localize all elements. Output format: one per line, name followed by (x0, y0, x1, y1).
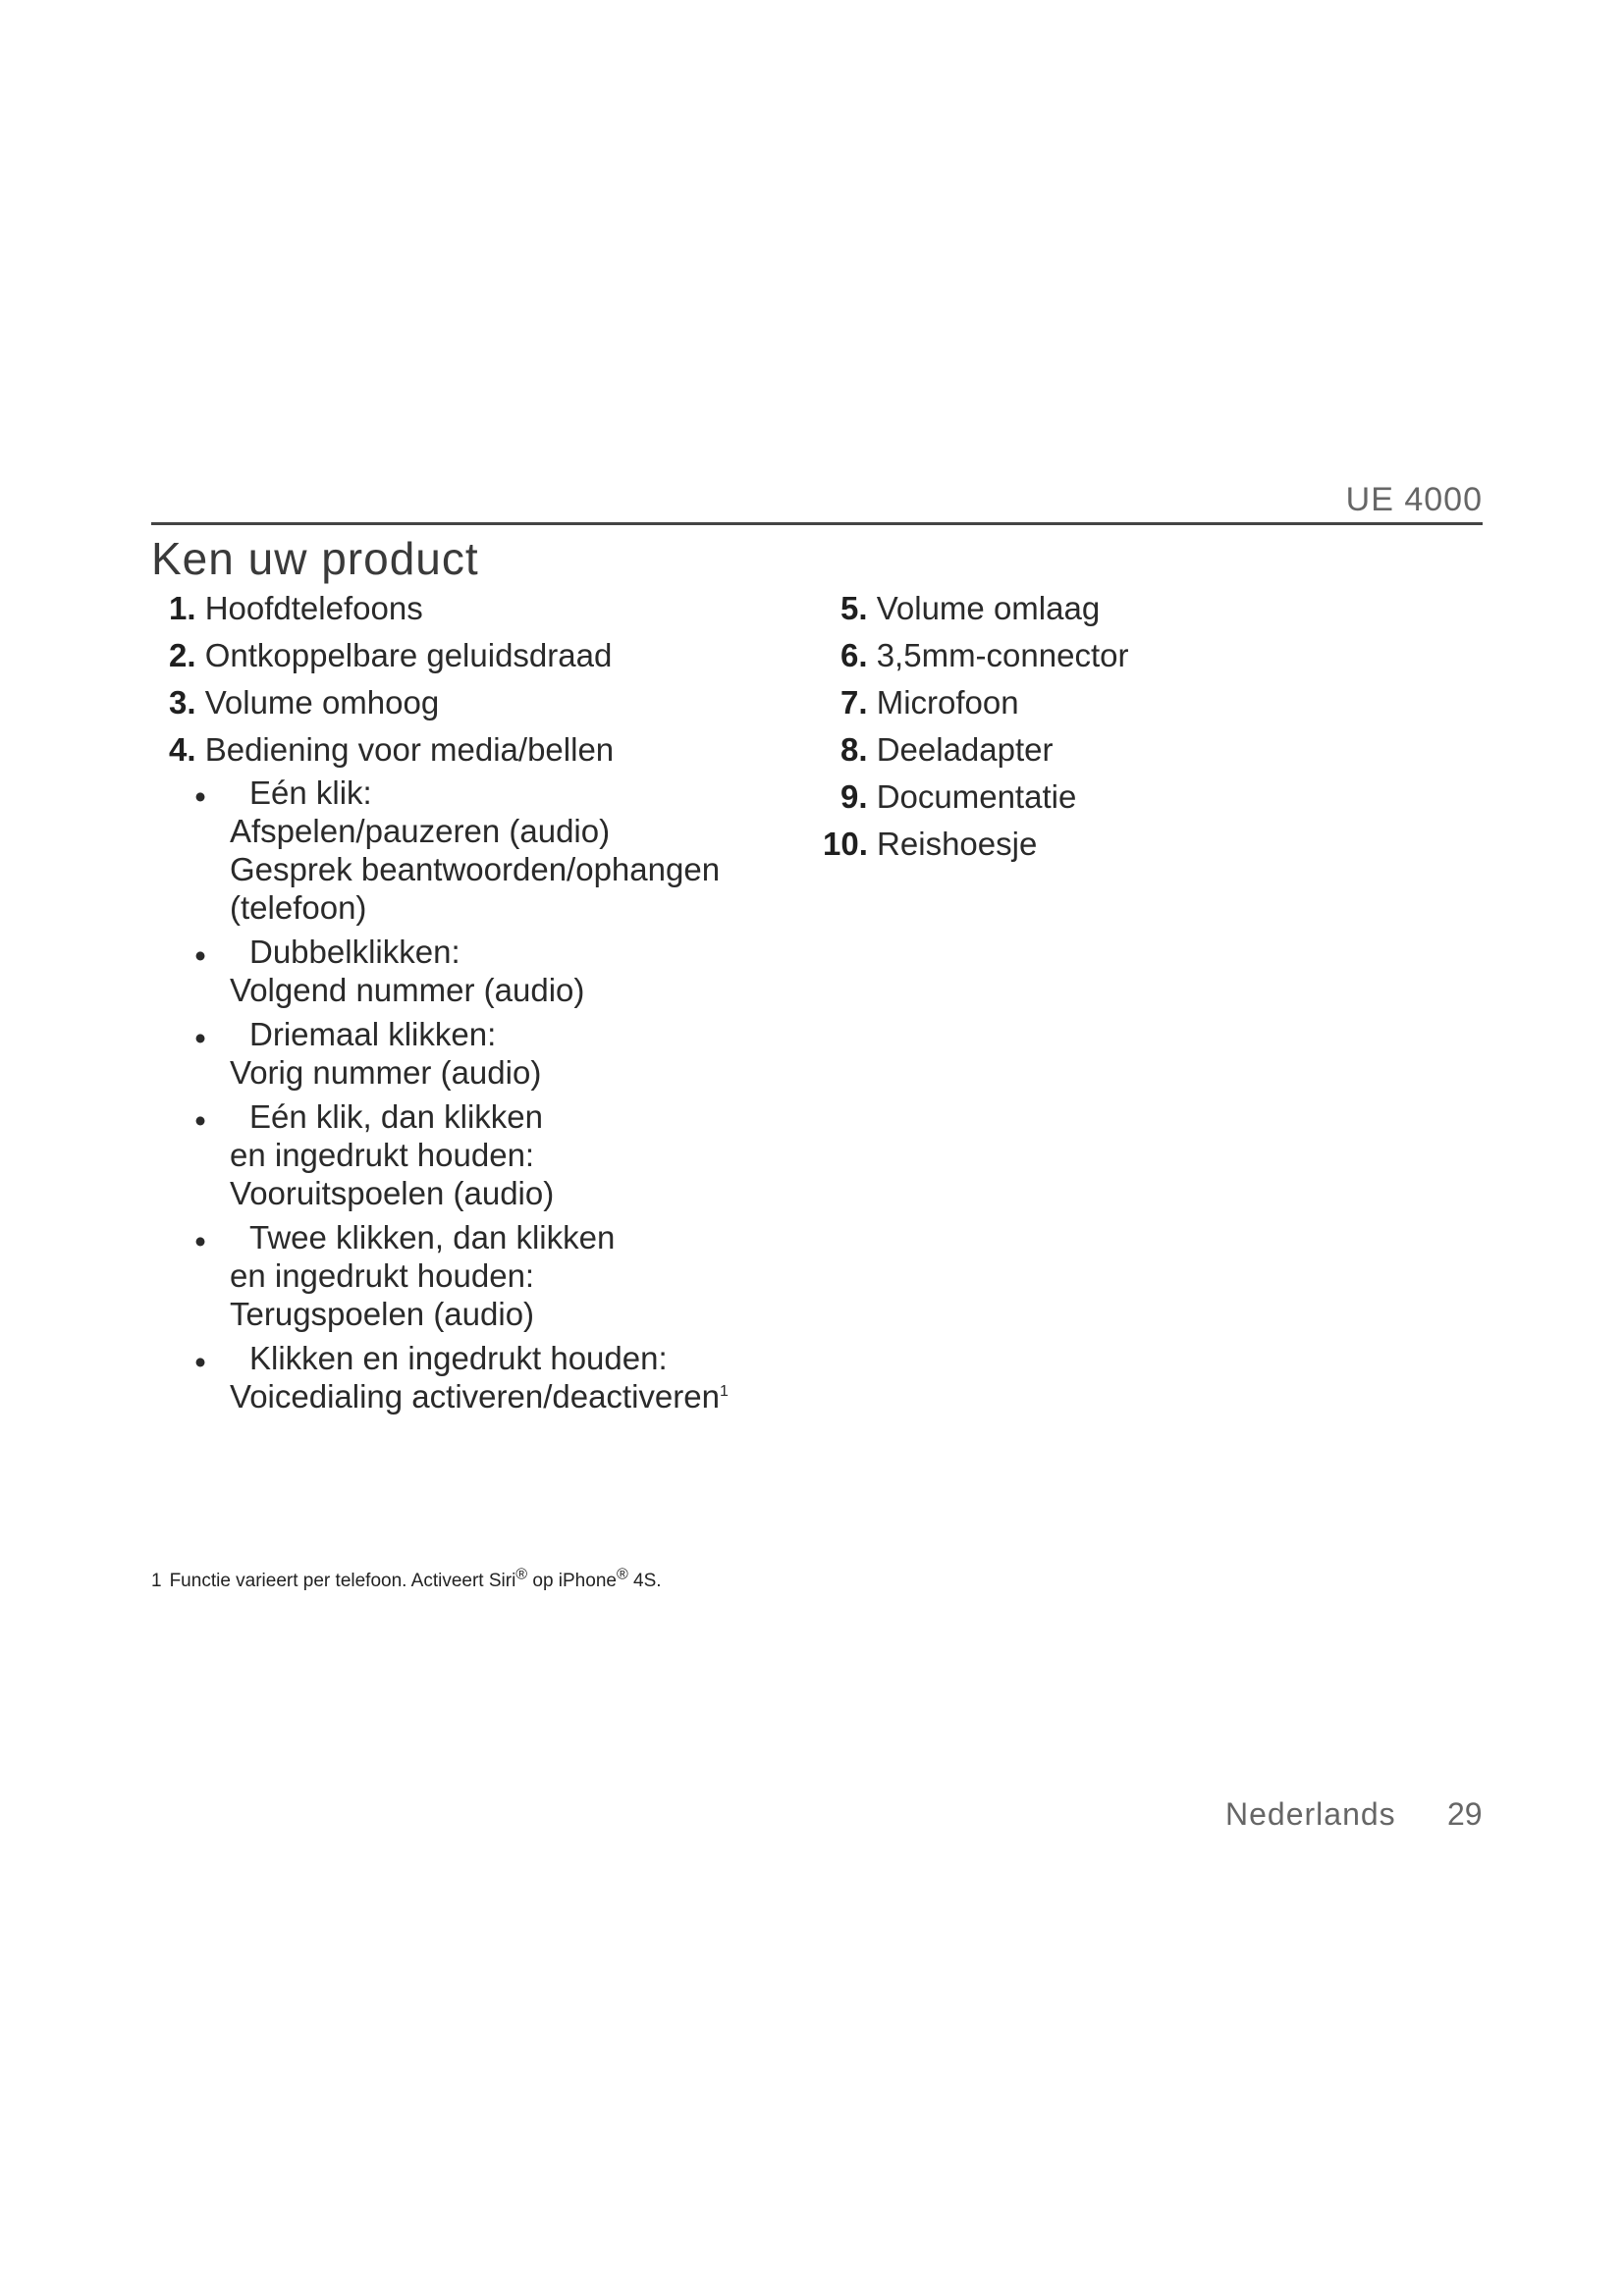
bullet-icon: • (194, 937, 206, 974)
bullet-icon: • (194, 1344, 206, 1380)
footer-language: Nederlands (1225, 1796, 1396, 1832)
bullet-icon: • (194, 778, 206, 815)
list-item: 4. Bediening voor media/bellen (169, 731, 615, 768)
header-rule (151, 522, 1483, 525)
list-item: 10. Reishoesje (823, 826, 1038, 862)
page-number: 29 (1447, 1796, 1483, 1832)
control-entry: • Driemaal klikken: Vorig nummer (audio) (169, 1015, 797, 1092)
list-item: 1. Hoofdtelefoons (169, 590, 423, 626)
list-item: 8. Deeladapter (840, 731, 1054, 768)
control-entry: • Klikken en ingedrukt houden: Voicedialing activeren/deactiveren$^1$ (169, 1339, 797, 1415)
list-item: 6. 3,5mm-connector (840, 637, 1129, 673)
left-column (169, 585, 797, 1421)
list-item: 7. Microfoon (840, 684, 1019, 721)
section-title: Ken uw product (151, 533, 479, 584)
list-item: 3. Volume omhoog (169, 684, 440, 721)
control-entry: • Eén klik: Afspelen/pauzeren (audio) Gesprek beantwoorden/ophangen (telefoon) (169, 774, 797, 927)
list-item: 2. Ontkoppelbare geluidsdraad (169, 637, 613, 673)
control-entry: • Twee klikken, dan klikken en ingedrukt houden: Terugspoelen (audio) (169, 1218, 797, 1333)
footnote-mark: 1 (719, 1383, 729, 1400)
footnote: 1 Functie varieert per telefoon. Activeert Siri® op iPhone® 4S. (151, 1566, 662, 1591)
bullet-icon: • (194, 1102, 206, 1139)
bullet-icon: • (194, 1223, 206, 1259)
model-name: UE 4000 (1345, 481, 1483, 518)
list-item: 9. Documentatie (840, 778, 1077, 815)
bullet-icon: • (194, 1020, 206, 1056)
list-item: 5. Volume omlaag (840, 590, 1101, 626)
control-entry: • Dubbelklikken: Volgend nummer (audio) (169, 933, 797, 1009)
right-column (823, 585, 1351, 868)
control-entry: • Eén klik, dan klikken en ingedrukt houden: Vooruitspoelen (audio) (169, 1097, 797, 1212)
